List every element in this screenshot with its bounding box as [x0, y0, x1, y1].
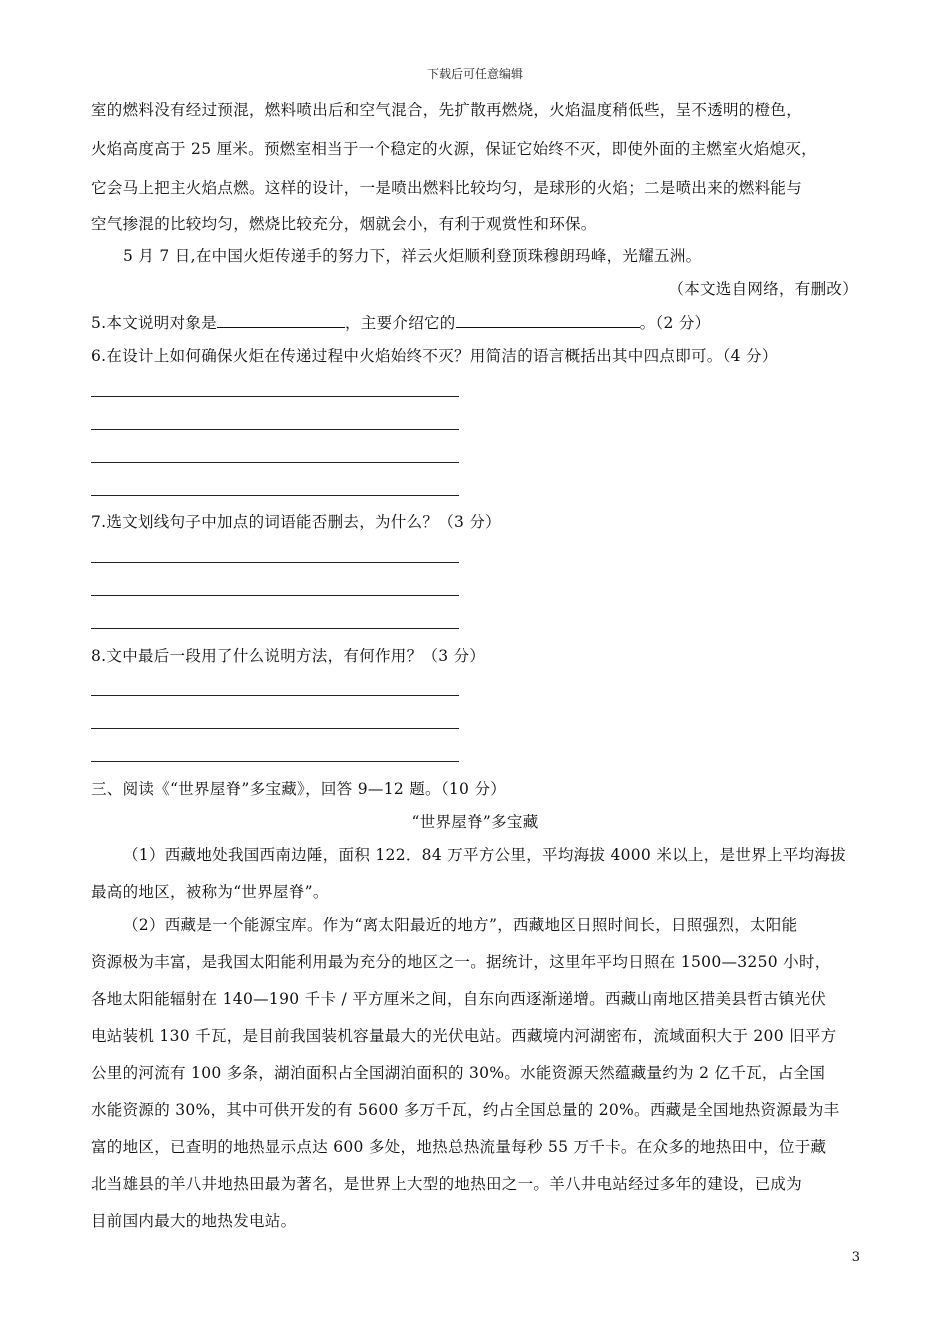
article-line: 水能资源的 30%，其中可供开发的有 5600 多万千瓦，约占全国总量的 20%。西藏是全国地热资源最为丰 [91, 1101, 840, 1119]
q5-blank-content[interactable] [456, 313, 640, 328]
page-number: 3 [851, 1250, 860, 1265]
question-7: 7.选文划线句子中加点的词语能否删去，为什么？（3 分） [91, 513, 501, 531]
answer-line-q6[interactable] [91, 396, 459, 397]
passage-line: 空气掺混的比较均匀，燃烧比较充分，烟就会小，有利于观赏性和环保。 [91, 215, 597, 233]
passage-line: 火焰高度高于 25 厘米。预燃室相当于一个稳定的火源，保证它始终不灭，即使外面的主燃室火焰熄灭， [91, 140, 817, 158]
source-note: （本文选自网络，有删改） [668, 280, 858, 298]
article-line: 最高的地区，被称为“世界屋脊”。 [91, 883, 329, 901]
article-line: 各地太阳能辐射在 140—190 千卡 / 平方厘米之间，自东向西逐渐递增。西藏山南地区措美县哲古镇光伏 [91, 990, 827, 1008]
passage-line: 它会马上把主火焰点燃。这样的设计，一是喷出燃料比较均匀，是球形的火焰；二是喷出来的燃料能与 [91, 179, 803, 197]
answer-line-q8[interactable] [91, 761, 459, 762]
answer-line-q8[interactable] [91, 728, 459, 729]
section-heading: 三、阅读《“世界屋脊”多宝藏》，回答 9—12 题。（10 分） [91, 780, 507, 798]
q5-prefix: 5.本文说明对象是 [91, 314, 217, 332]
answer-line-q6[interactable] [91, 495, 459, 496]
q5-blank-object[interactable] [217, 313, 345, 328]
q5-middle: ，主要介绍它的 [345, 314, 456, 332]
answer-line-q8[interactable] [91, 695, 459, 696]
answer-line-q7[interactable] [91, 628, 459, 629]
question-5 [91, 313, 710, 333]
question-6: 6.在设计上如何确保火炬在传递过程中火焰始终不灭？用简洁的语言概括出其中四点即可。（4 分） [91, 347, 778, 365]
article-line: 北当雄县的羊八井地热田最为著名，是世界上大型的地热田之一。羊八井电站经过多年的建设，已成为 [91, 1175, 803, 1193]
answer-line-q7[interactable] [91, 595, 459, 596]
passage-line: 室的燃料没有经过预混，燃料喷出后和空气混合，先扩散再燃烧，火焰温度稍低些，呈不透明的橙色， [91, 101, 803, 119]
article-line: （2）西藏是一个能源宝库。作为“离太阳最近的地方”，西藏地区日照时间长，日照强烈，太阳能 [123, 916, 798, 934]
article-line: 电站装机 130 千瓦，是目前我国装机容量最大的光伏电站。西藏境内河湖密布，流域面积大于 200 旧平方 [91, 1027, 837, 1045]
article-title: “世界屋脊”多宝藏 [411, 813, 539, 831]
article-line: 富的地区，已查明的地热显示点达 600 多处，地热总热流量每秒 55 万千卡。在众多的地热田中，位于藏 [91, 1138, 827, 1156]
page-header-note: 下载后可任意编辑 [426, 67, 523, 81]
answer-line-q6[interactable] [91, 462, 459, 463]
article-line: 公里的河流有 100 多条，湖泊面积占全国湖泊面积的 30%。水能资源天然蕴藏量约为 2 亿千瓦，占全国 [91, 1064, 826, 1082]
answer-line-q7[interactable] [91, 562, 459, 563]
article-line: （1）西藏地处我国西南边陲，面积 122．84 万平方公里，平均海拔 4000 米以上，是世界上平均海拔 [123, 846, 846, 864]
article-line: 资源极为丰富，是我国太阳能利用最为充分的地区之一。据统计，这里年平均日照在 1500—3250 小时， [91, 953, 831, 971]
q5-suffix: 。（2 分） [639, 314, 711, 332]
answer-line-q6[interactable] [91, 429, 459, 430]
question-8: 8.文中最后一段用了什么说明方法，有何作用？（3 分） [91, 647, 486, 665]
passage-line: 5 月 7 日,在中国火炬传递手的努力下，祥云火炬顺利登顶珠穆朗玛峰，光耀五洲。 [123, 247, 702, 265]
article-line: 目前国内最大的地热发电站。 [91, 1212, 297, 1230]
